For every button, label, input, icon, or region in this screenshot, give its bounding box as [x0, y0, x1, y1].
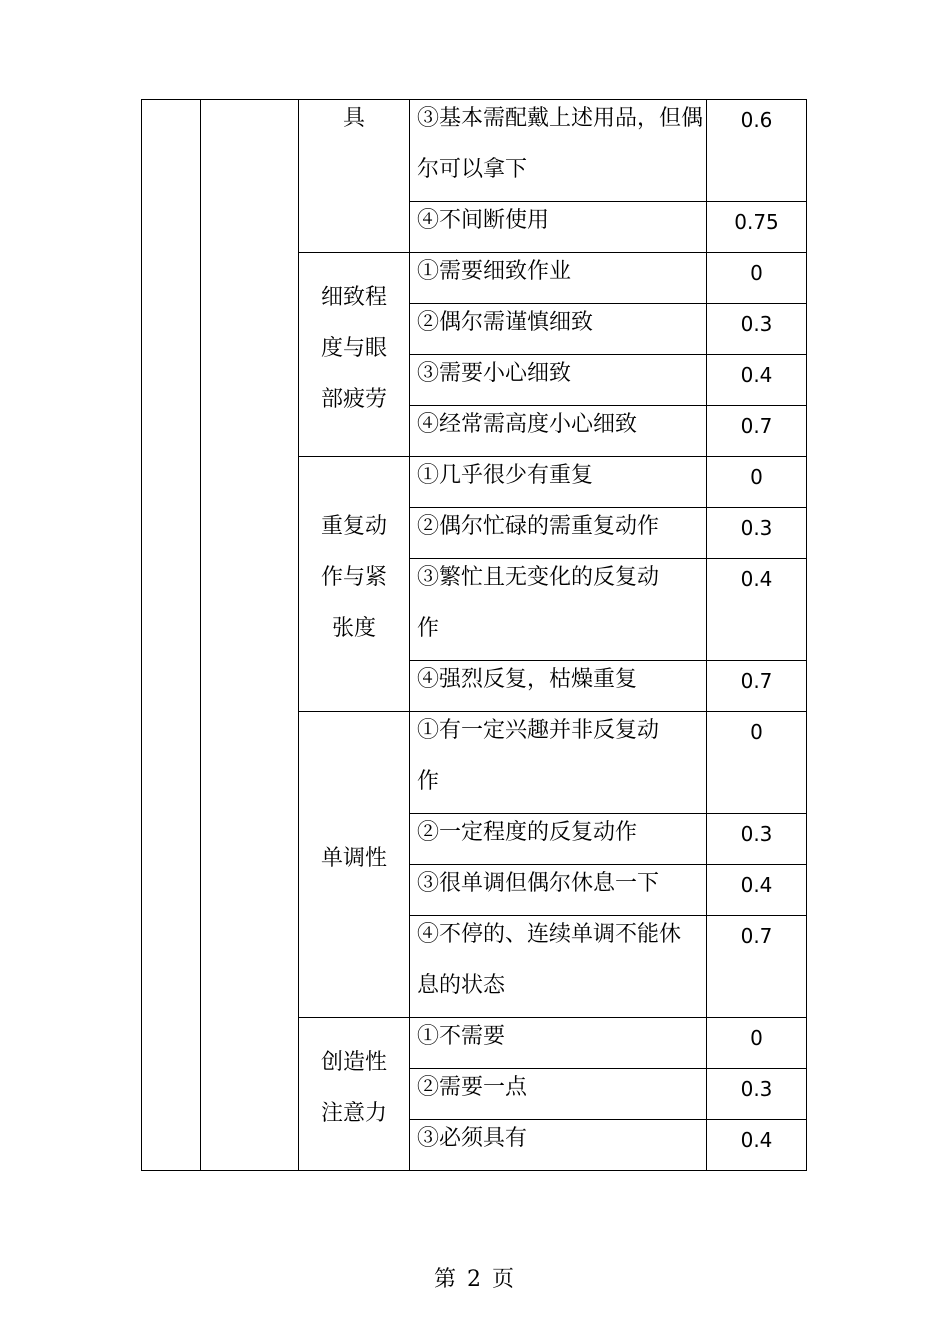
criterion-text: ④强烈反复，枯燥重复	[417, 667, 638, 692]
criterion-text: ①不需要	[417, 1024, 506, 1049]
criterion-text: 作	[417, 616, 440, 641]
score-value: 0	[750, 465, 763, 489]
criterion-text: 息的状态	[417, 973, 506, 998]
score-value: 0.3	[740, 1077, 773, 1101]
score-value: 0.7	[740, 924, 773, 948]
criterion-text: 尔可以拿下	[417, 157, 528, 182]
score-value: 0.6	[740, 108, 773, 132]
criterion-text: 作	[417, 769, 440, 794]
category-label: 作与紧	[320, 565, 387, 590]
criterion-text: ④不停的、连续单调不能休	[417, 922, 682, 947]
score-value: 0.3	[740, 822, 773, 846]
score-value: 0	[750, 261, 763, 285]
criterion-text: ②偶尔忙碌的需重复动作	[417, 514, 660, 539]
score-value: 0.4	[740, 567, 773, 591]
criterion-text: ①几乎很少有重复	[417, 463, 594, 488]
criterion-text: ③需要小心细致	[417, 361, 572, 386]
category-label: 单调性	[320, 845, 387, 871]
score-value: 0.7	[740, 669, 773, 693]
criterion-text: ②偶尔需谨慎细致	[417, 310, 594, 335]
criterion-text: ④经常需高度小心细致	[417, 412, 638, 437]
criterion-text: ③基本需配戴上述用品，但偶	[417, 106, 704, 131]
column-border-1	[200, 99, 201, 1171]
score-value: 0.4	[740, 873, 773, 897]
category-label: 部疲劳	[320, 386, 387, 412]
score-value: 0.4	[740, 363, 773, 387]
criterion-text: ①需要细致作业	[417, 259, 572, 284]
category-label: 张度	[331, 616, 376, 641]
category-label: 重复动	[320, 514, 387, 539]
score-value: 0.3	[740, 312, 773, 336]
criterion-text: ③必须具有	[417, 1126, 528, 1151]
column-border-2	[298, 99, 299, 1171]
table-bottom-border	[141, 1170, 298, 1171]
score-value: 0.4	[740, 1128, 773, 1152]
criterion-text: ④不间断使用	[417, 208, 550, 233]
criterion-text: ①有一定兴趣并非反复动	[417, 718, 660, 743]
category-label: 具	[342, 106, 365, 131]
column-border-0	[141, 99, 142, 1171]
column-border-3	[409, 99, 410, 1171]
category-label: 度与眼	[320, 335, 387, 361]
page-footer: 第 2 页	[434, 1267, 516, 1292]
category-label: 注意力	[320, 1100, 387, 1126]
column-border-5	[806, 99, 807, 1171]
category-label: 细致程	[320, 284, 387, 310]
score-value: 0.7	[740, 414, 773, 438]
score-value: 0.3	[740, 516, 773, 540]
group-divider-creative-attention	[298, 1170, 807, 1171]
score-value: 0	[750, 720, 763, 744]
score-value: 0.75	[734, 210, 779, 234]
criterion-text: ②一定程度的反复动作	[417, 820, 638, 845]
category-label: 创造性	[320, 1049, 387, 1075]
criterion-text: ③很单调但偶尔休息一下	[417, 871, 660, 896]
criterion-text: ②需要一点	[417, 1075, 528, 1100]
criterion-text: ③繁忙且无变化的反复动	[417, 565, 660, 590]
score-value: 0	[750, 1026, 763, 1050]
column-border-4	[706, 99, 707, 1171]
